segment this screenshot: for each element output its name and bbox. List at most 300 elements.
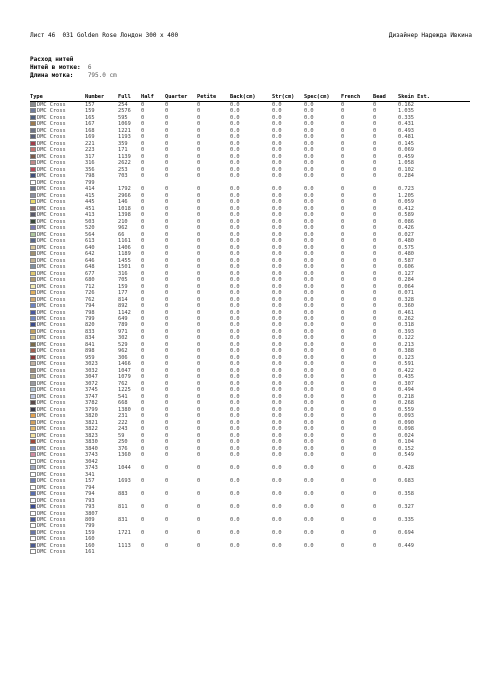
- cell-str: 0.0: [272, 173, 282, 180]
- cell-bead: 0: [373, 432, 377, 439]
- cell-half: 0: [141, 393, 145, 400]
- cell-bead: 0: [373, 160, 377, 167]
- cell-bead: 0: [373, 270, 377, 277]
- cell-str: [272, 549, 304, 555]
- cell-petite: 0: [197, 108, 201, 115]
- cell-bead: 0: [373, 335, 377, 342]
- cell-spec: 0.0: [304, 108, 314, 115]
- cell-spec: 0.0: [304, 238, 314, 245]
- cell-str: 0.0: [272, 315, 282, 322]
- cell-french: 0: [341, 212, 345, 219]
- cell-half: 0: [141, 212, 145, 219]
- cell-number: 646: [85, 257, 95, 264]
- cell-back: 0.0: [230, 251, 240, 258]
- cell-number: 316: [85, 160, 95, 167]
- cell-bead: 0: [373, 419, 377, 426]
- color-swatch: [30, 225, 36, 230]
- cell-back: 0.0: [230, 166, 240, 173]
- thread-type: DMC Cross: [37, 341, 66, 348]
- cell-petite: 0: [197, 192, 201, 199]
- cell-number: 167: [85, 121, 95, 128]
- cell-back: 0.0: [230, 452, 240, 459]
- cell-spec: 0.0: [304, 225, 314, 232]
- cell-skein: 1.058: [398, 160, 414, 167]
- cell-quarter: 0: [165, 231, 169, 238]
- cell-str: 0.0: [272, 445, 282, 452]
- cell-half: 0: [141, 367, 145, 374]
- cell-number: 959: [85, 354, 95, 361]
- cell-full: 1466: [118, 361, 131, 368]
- color-swatch: [30, 167, 36, 172]
- cell-number: 3799: [85, 406, 98, 413]
- cell-back: 0.0: [230, 225, 240, 232]
- cell-bead: 0: [373, 465, 377, 472]
- cell-skein: 0.123: [398, 354, 414, 361]
- cell-french: 0: [341, 102, 345, 108]
- cell-bead: 0: [373, 238, 377, 245]
- cell-bead: 0: [373, 406, 377, 413]
- column-header: Half: [141, 93, 165, 102]
- cell-half: 0: [141, 114, 145, 121]
- color-swatch: [30, 271, 36, 276]
- cell-number: 221: [85, 140, 95, 147]
- cell-skein: 0.098: [398, 426, 414, 433]
- cell-petite: 0: [197, 328, 201, 335]
- cell-back: 0.0: [230, 504, 240, 511]
- cell-number: 3072: [85, 380, 98, 387]
- cell-bead: 0: [373, 491, 377, 498]
- cell-str: 0.0: [272, 452, 282, 459]
- cell-spec: 0.0: [304, 134, 314, 141]
- cell-quarter: 0: [165, 238, 169, 245]
- cell-number: 613: [85, 238, 95, 245]
- cell-number: 415: [85, 192, 95, 199]
- cell-spec: 0.0: [304, 367, 314, 374]
- cell-back: 0.0: [230, 114, 240, 121]
- column-header: French: [341, 93, 373, 102]
- thread-type: DMC Cross: [37, 523, 66, 530]
- cell-bead: 0: [373, 277, 377, 284]
- cell-petite: 0: [197, 244, 201, 251]
- color-swatch: [30, 348, 36, 353]
- cell-french: 0: [341, 231, 345, 238]
- cell-half: 0: [141, 322, 145, 329]
- cell-bead: 0: [373, 218, 377, 225]
- table-row: [30, 549, 470, 555]
- cell-french: 0: [341, 127, 345, 134]
- cell-number: 648: [85, 264, 95, 271]
- cell-skein: 0.218: [398, 393, 414, 400]
- thread-type: DMC Cross: [37, 218, 66, 225]
- cell-number: 159: [85, 108, 95, 115]
- cell-petite: 0: [197, 439, 201, 446]
- cell-skein: 0.606: [398, 264, 414, 271]
- cell-back: 0.0: [230, 192, 240, 199]
- cell-full: 210: [118, 218, 128, 225]
- cell-petite: 0: [197, 426, 201, 433]
- cell-half: 0: [141, 445, 145, 452]
- thread-type: DMC Cross: [37, 153, 66, 160]
- cell-spec: 0.0: [304, 439, 314, 446]
- cell-back: 0.0: [230, 290, 240, 297]
- cell-str: 0.0: [272, 387, 282, 394]
- cell-full: 1693: [118, 478, 131, 485]
- cell-full: 302: [118, 335, 128, 342]
- cell-spec: 0.0: [304, 315, 314, 322]
- cell-str: 0.0: [272, 225, 282, 232]
- color-swatch: [30, 530, 36, 535]
- cell-back: 0.0: [230, 406, 240, 413]
- thread-type: DMC Cross: [37, 283, 66, 290]
- color-swatch: [30, 439, 36, 444]
- cell-str: 0.0: [272, 147, 282, 154]
- cell-skein: 0.480: [398, 238, 414, 245]
- cell-str: 0.0: [272, 192, 282, 199]
- cell-full: 1398: [118, 212, 131, 219]
- cell-petite: 0: [197, 212, 201, 219]
- cell-petite: 0: [197, 400, 201, 407]
- cell-number: 223: [85, 147, 95, 154]
- cell-quarter: 0: [165, 478, 169, 485]
- cell-skein: 0.358: [398, 491, 414, 498]
- color-swatch: [30, 290, 36, 295]
- cell-skein: 0.388: [398, 348, 414, 355]
- cell-half: 0: [141, 504, 145, 511]
- cell-full: 1360: [118, 452, 131, 459]
- cell-full: 1221: [118, 127, 131, 134]
- cell-number: 833: [85, 328, 95, 335]
- cell-skein: 0.694: [398, 529, 414, 536]
- color-swatch: [30, 407, 36, 412]
- thread-type: DMC Cross: [37, 491, 66, 498]
- cell-french: 0: [341, 315, 345, 322]
- cell-french: 0: [341, 517, 345, 523]
- cell-full: 2576: [118, 108, 131, 115]
- cell-skein: 0.481: [398, 134, 414, 141]
- thread-type: DMC Cross: [37, 439, 66, 446]
- cell-str: 0.0: [272, 121, 282, 128]
- cell-str: 0.0: [272, 361, 282, 368]
- cell-half: 0: [141, 335, 145, 342]
- color-swatch: [30, 452, 36, 457]
- color-swatch: [30, 446, 36, 451]
- cell-number: 3042: [85, 458, 98, 465]
- cell-spec: [304, 549, 341, 555]
- cell-quarter: 0: [165, 108, 169, 115]
- cell-petite: 0: [197, 432, 201, 439]
- cell-half: 0: [141, 517, 145, 523]
- thread-type: DMC Cross: [37, 510, 66, 517]
- cell-quarter: 0: [165, 212, 169, 219]
- cell-petite: 0: [197, 173, 201, 180]
- cell-bead: 0: [373, 478, 377, 485]
- cell-quarter: 0: [165, 102, 169, 108]
- cell-full: 705: [118, 277, 128, 284]
- cell-back: 0.0: [230, 108, 240, 115]
- cell-quarter: 0: [165, 413, 169, 420]
- cell-skein: 0.162: [398, 102, 414, 108]
- cell-number: 317: [85, 153, 95, 160]
- cell-half: 0: [141, 400, 145, 407]
- cell-back: 0.0: [230, 432, 240, 439]
- thread-type: DMC Cross: [37, 400, 66, 407]
- cell-french: 0: [341, 173, 345, 180]
- cell-bead: 0: [373, 413, 377, 420]
- cell-number: 413: [85, 212, 95, 219]
- color-swatch: [30, 134, 36, 139]
- cell-quarter: 0: [165, 315, 169, 322]
- cell-number: 3743: [85, 452, 98, 459]
- cell-half: 0: [141, 529, 145, 536]
- cell-back: 0.0: [230, 309, 240, 316]
- cell-skein: 0.393: [398, 328, 414, 335]
- cell-skein: 0.723: [398, 186, 414, 193]
- cell-spec: 0.0: [304, 303, 314, 310]
- cell-str: 0.0: [272, 303, 282, 310]
- cell-full: 962: [118, 225, 128, 232]
- cell-petite: 0: [197, 238, 201, 245]
- cell-french: 0: [341, 406, 345, 413]
- cell-french: 0: [341, 380, 345, 387]
- cell-skein: 0.327: [398, 504, 414, 511]
- cell-full: 1047: [118, 367, 131, 374]
- cell-half: 0: [141, 264, 145, 271]
- thread-type: DMC Cross: [37, 458, 66, 465]
- length-value: 795.0 cm: [87, 72, 117, 79]
- color-swatch: [30, 413, 36, 418]
- color-swatch: [30, 245, 36, 250]
- color-swatch: [30, 335, 36, 340]
- cell-french: 0: [341, 192, 345, 199]
- cell-french: 0: [341, 283, 345, 290]
- cell-number: 726: [85, 290, 95, 297]
- cell-petite: 0: [197, 542, 201, 549]
- color-swatch: [30, 549, 36, 554]
- cell-number: 640: [85, 244, 95, 251]
- cell-spec: 0.0: [304, 322, 314, 329]
- cell-french: 0: [341, 199, 345, 206]
- cell-petite: 0: [197, 361, 201, 368]
- cell-spec: 0.0: [304, 147, 314, 154]
- cell-skein: 0.069: [398, 147, 414, 154]
- color-swatch: [30, 199, 36, 204]
- cell-bead: 0: [373, 173, 377, 180]
- cell-back: 0.0: [230, 218, 240, 225]
- thread-type: DMC Cross: [37, 231, 66, 238]
- cell-quarter: 0: [165, 205, 169, 212]
- cell-skein: 0.328: [398, 296, 414, 303]
- thread-type: DMC Cross: [37, 270, 66, 277]
- cell-number: 564: [85, 231, 95, 238]
- cell-quarter: 0: [165, 309, 169, 316]
- cell-skein: 0.335: [398, 517, 414, 523]
- cell-quarter: 0: [165, 127, 169, 134]
- cell-back: 0.0: [230, 257, 240, 264]
- cell-number: 169: [85, 134, 95, 141]
- thread-type: DMC Cross: [37, 406, 66, 413]
- cell-number: 445: [85, 199, 95, 206]
- cell-full: [118, 549, 141, 555]
- color-swatch: [30, 258, 36, 263]
- cell-french: 0: [341, 121, 345, 128]
- cell-bead: 0: [373, 108, 377, 115]
- cell-full: 595: [118, 114, 128, 121]
- cell-half: 0: [141, 231, 145, 238]
- cell-number: 3023: [85, 361, 98, 368]
- column-header: Quarter: [165, 93, 197, 102]
- cell-full: 66: [118, 231, 125, 238]
- cell-quarter: 0: [165, 257, 169, 264]
- cell-half: 0: [141, 270, 145, 277]
- cell-str: 0.0: [272, 238, 282, 245]
- cell-half: 0: [141, 380, 145, 387]
- cell-half: 0: [141, 303, 145, 310]
- cell-quarter: 0: [165, 296, 169, 303]
- color-swatch: [30, 160, 36, 165]
- cell-str: 0.0: [272, 439, 282, 446]
- column-header: Bead: [373, 93, 398, 102]
- cell-skein: 0.064: [398, 283, 414, 290]
- cell-full: 1406: [118, 244, 131, 251]
- cell-str: 0.0: [272, 296, 282, 303]
- cell-skein: 0.102: [398, 166, 414, 173]
- thread-type: DMC Cross: [37, 549, 66, 556]
- cell-skein: 0.589: [398, 212, 414, 219]
- cell-petite: 0: [197, 147, 201, 154]
- cell-quarter: 0: [165, 335, 169, 342]
- cell-quarter: 0: [165, 264, 169, 271]
- cell-french: 0: [341, 153, 345, 160]
- cell-half: 0: [141, 127, 145, 134]
- cell-skein: 0.104: [398, 439, 414, 446]
- cell-french: 0: [341, 322, 345, 329]
- cell-spec: 0.0: [304, 140, 314, 147]
- color-swatch: [30, 128, 36, 133]
- thread-type: DMC Cross: [37, 504, 66, 511]
- thread-type: DMC Cross: [37, 426, 66, 433]
- cell-back: 0.0: [230, 445, 240, 452]
- cell-petite: 0: [197, 160, 201, 167]
- cell-skein: 0.145: [398, 140, 414, 147]
- cell-str: 0.0: [272, 341, 282, 348]
- cell-petite: 0: [197, 315, 201, 322]
- cell-str: 0.0: [272, 491, 282, 498]
- cell-number: 3747: [85, 393, 98, 400]
- cell-number: 798: [85, 309, 95, 316]
- cell-half: 0: [141, 348, 145, 355]
- cell-back: 0.0: [230, 264, 240, 271]
- cell-french: 0: [341, 218, 345, 225]
- thread-type: DMC Cross: [37, 303, 66, 310]
- cell-full: 2622: [118, 160, 131, 167]
- cell-half: 0: [141, 296, 145, 303]
- thread-type: DMC Cross: [37, 315, 66, 322]
- thread-type: DMC Cross: [37, 445, 66, 452]
- cell-str: 0.0: [272, 374, 282, 381]
- cell-bead: 0: [373, 348, 377, 355]
- cell-half: 0: [141, 406, 145, 413]
- cell-petite: 0: [197, 491, 201, 498]
- thread-info: [30, 56, 117, 80]
- cell-str: 0.0: [272, 153, 282, 160]
- cell-str: 0.0: [272, 186, 282, 193]
- thread-type: DMC Cross: [37, 205, 66, 212]
- cell-half: 0: [141, 192, 145, 199]
- cell-quarter: 0: [165, 218, 169, 225]
- cell-spec: 0.0: [304, 335, 314, 342]
- cell-bead: [373, 549, 398, 555]
- cell-str: 0.0: [272, 140, 282, 147]
- cell-french: 0: [341, 147, 345, 154]
- cell-french: 0: [341, 419, 345, 426]
- cell-skein: 0.090: [398, 419, 414, 426]
- cell-str: 0.0: [272, 309, 282, 316]
- cell-quarter: 0: [165, 140, 169, 147]
- cell-full: 316: [118, 270, 128, 277]
- cell-french: 0: [341, 478, 345, 485]
- cell-petite: 0: [197, 277, 201, 284]
- cell-bead: 0: [373, 114, 377, 121]
- cell-str: 0.0: [272, 465, 282, 472]
- cell-bead: 0: [373, 504, 377, 511]
- thread-type: DMC Cross: [37, 108, 66, 115]
- cell-back: 0.0: [230, 387, 240, 394]
- cell-petite: 0: [197, 251, 201, 258]
- column-header: Number: [85, 93, 118, 102]
- color-swatch: [30, 426, 36, 431]
- cell-petite: 0: [197, 341, 201, 348]
- cell-petite: 0: [197, 354, 201, 361]
- cell-full: 1139: [118, 153, 131, 160]
- cell-number: 799: [85, 179, 95, 186]
- cell-str: 0.0: [272, 290, 282, 297]
- cell-number: 841: [85, 341, 95, 348]
- cell-spec: 0.0: [304, 205, 314, 212]
- cell-french: 0: [341, 140, 345, 147]
- cell-back: 0.0: [230, 127, 240, 134]
- cell-skein: 0.268: [398, 400, 414, 407]
- cell-petite: 0: [197, 517, 201, 523]
- cell-quarter: 0: [165, 186, 169, 193]
- cell-str: 0.0: [272, 102, 282, 108]
- column-header: Petite: [197, 93, 230, 102]
- thread-type: DMC Cross: [37, 147, 66, 154]
- color-swatch: [30, 381, 36, 386]
- cell-spec: 0.0: [304, 374, 314, 381]
- table-body: [30, 102, 470, 556]
- cell-quarter: 0: [165, 277, 169, 284]
- cell-str: 0.0: [272, 426, 282, 433]
- color-swatch: [30, 206, 36, 211]
- cell-half: 0: [141, 374, 145, 381]
- cell-back: 0.0: [230, 517, 240, 523]
- cell-bead: 0: [373, 387, 377, 394]
- cell-spec: 0.0: [304, 328, 314, 335]
- cell-skein: 0.059: [398, 199, 414, 206]
- cell-str: 0.0: [272, 478, 282, 485]
- cell-skein: 0.426: [398, 225, 414, 232]
- cell-petite: 0: [197, 504, 201, 511]
- cell-full: 159: [118, 283, 128, 290]
- cell-full: 1113: [118, 542, 131, 549]
- cell-skein: 1.205: [398, 192, 414, 199]
- cell-french: 0: [341, 348, 345, 355]
- cell-str: 0.0: [272, 244, 282, 251]
- color-swatch: [30, 212, 36, 217]
- color-swatch: [30, 459, 36, 464]
- cell-half: 0: [141, 542, 145, 549]
- color-swatch: [30, 238, 36, 243]
